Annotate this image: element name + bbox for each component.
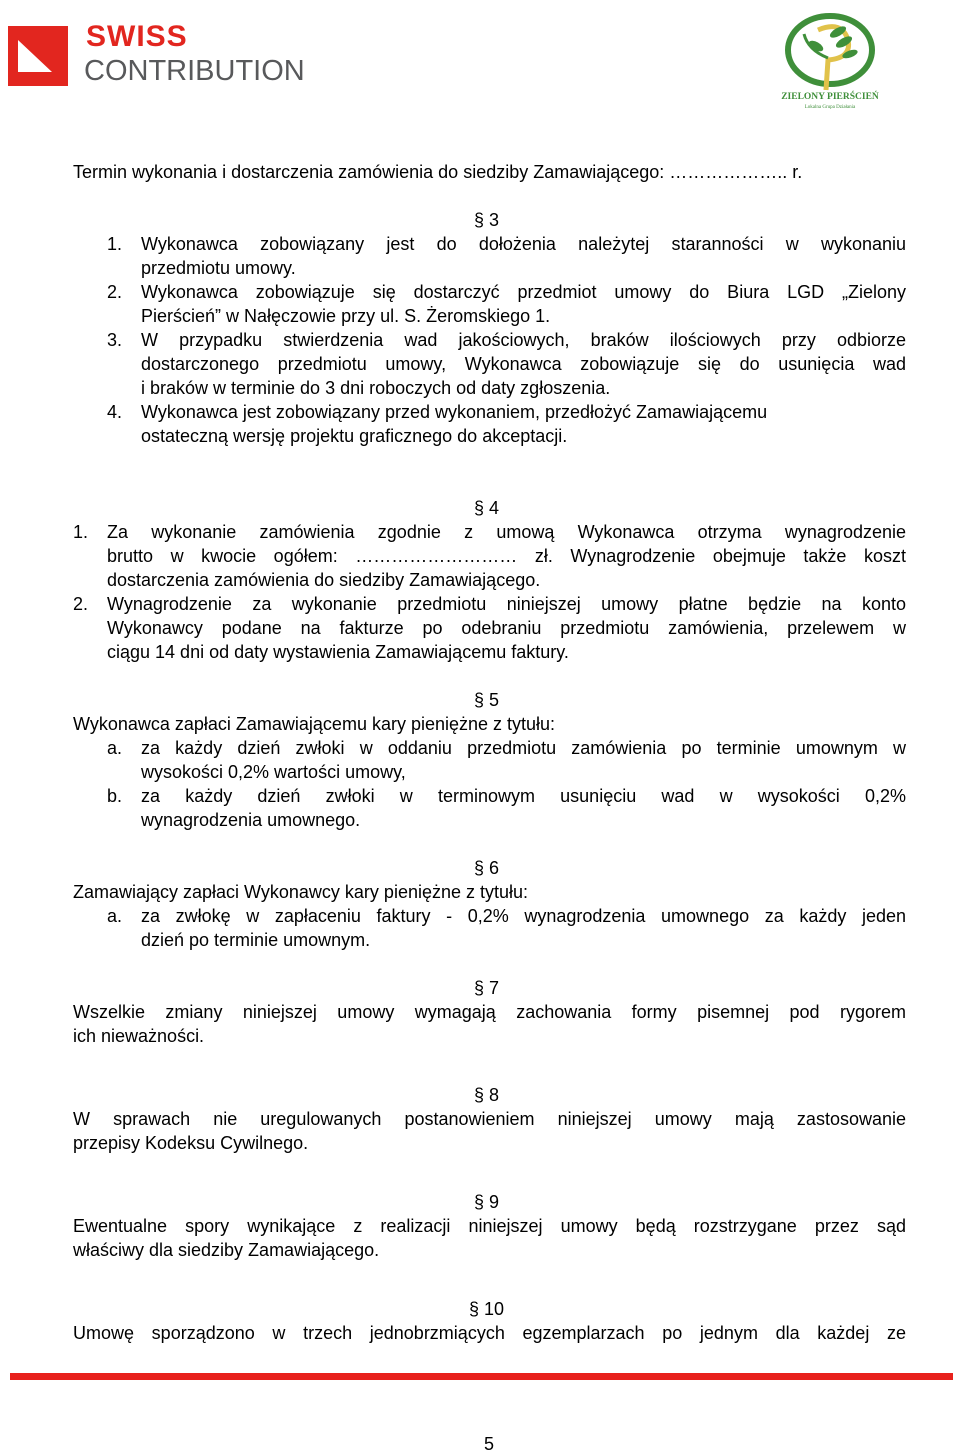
- logo-line-1: SWISS: [86, 20, 188, 53]
- list-item-number: b.: [107, 786, 123, 806]
- list-item-line: brutto w kwocie ogółem: ……………………… zł. Wynagrodzenie obejmuje także koszt: [107, 546, 906, 566]
- list-item-line: W przypadku stwierdzenia wad jakościowych, braków ilościowych przy odbiorze: [141, 330, 906, 350]
- list-item-number: 1.: [73, 522, 89, 542]
- list-item-line: dostarczonego przedmiotu umowy, Wykonawca zobowiązuje się do usunięcia wad: [141, 354, 906, 374]
- paragraph-line: właściwy dla siedziby Zamawiającego.: [73, 1240, 380, 1260]
- list-item-line: wynagrodzenia umownego.: [141, 810, 361, 830]
- list-item-line: ostateczną wersję projektu graficznego do akceptacji.: [141, 426, 568, 446]
- paragraph-line: Umowę sporządzono w trzech jednobrzmiących egzemplarzach po jednym dla każdej ze: [73, 1323, 906, 1343]
- list-item-line: za każdy dzień zwłoki w oddaniu przedmiotu zamówienia po terminie umownym w: [141, 738, 906, 758]
- list-item-line: dostarczenia zamówienia do siedziby Zamawiającego.: [107, 570, 541, 590]
- list-item-number: 1.: [107, 234, 123, 254]
- list-item-line: Wykonawca zobowiązuje się dostarczyć przedmiot umowy do Biura LGD „Zielony: [141, 282, 906, 302]
- list-item-line: Pierścień” w Nałęczowie przy ul. S. Żeromskiego 1.: [141, 306, 551, 326]
- section-3-heading: § 3: [474, 210, 500, 230]
- list-item-line: Wykonawcy podane na fakturze po odebraniu przedmiotu zamówienia, przelewem w: [107, 618, 906, 638]
- delivery-deadline: Termin wykonania i dostarczenia zamówienia do siedziby Zamawiającego: ……………….. r.: [73, 162, 803, 182]
- section-5-intro: Wykonawca zapłaci Zamawiającemu kary pieniężne z tytułu:: [73, 714, 556, 734]
- section-4-heading: § 4: [474, 498, 500, 518]
- section-10-heading: § 10: [469, 1299, 505, 1319]
- list-item-line: za każdy dzień zwłoki w terminowym usunięciu wad w wysokości 0,2%: [141, 786, 906, 806]
- list-item-number: 4.: [107, 402, 123, 422]
- lgd-subtitle: Lokalna Grupa Działania: [804, 105, 856, 110]
- page-number: 5: [483, 1434, 494, 1454]
- paragraph-line: przepisy Kodeksu Cywilnego.: [73, 1133, 309, 1153]
- section-6-intro: Zamawiający zapłaci Wykonawcy kary pieniężne z tytułu:: [73, 882, 529, 902]
- list-item-line: wysokości 0,2% wartości umowy,: [141, 762, 406, 782]
- list-item-line: za zwłokę w zapłaceniu faktury - 0,2% wynagrodzenia umownego za każdy jeden: [141, 906, 906, 926]
- paragraph-line: ich nieważności.: [73, 1026, 205, 1046]
- lgd-name: ZIELONY PIERŚCIEŃ: [781, 92, 879, 102]
- list-item-line: Wynagrodzenie za wykonanie przedmiotu niniejszej umowy płatne będzie na konto: [107, 594, 906, 614]
- list-item-line: ciągu 14 dni od daty wystawienia Zamawiającemu faktury.: [107, 642, 569, 662]
- list-item-number: 2.: [107, 282, 123, 302]
- footer-divider: [10, 1373, 953, 1380]
- lgd-emblem-icon: [778, 10, 882, 92]
- paragraph-line: W sprawach nie uregulowanych postanowieniem niniejszej umowy mają zastosowanie: [73, 1109, 906, 1129]
- list-item-number: a.: [107, 906, 123, 926]
- section-7-heading: § 7: [474, 978, 500, 998]
- section-6-heading: § 6: [474, 858, 500, 878]
- paragraph-line: Wszelkie zmiany niniejszej umowy wymagają zachowania formy pisemnej pod rygorem: [73, 1002, 906, 1022]
- list-item-number: a.: [107, 738, 123, 758]
- section-8-heading: § 8: [474, 1085, 500, 1105]
- zielony-pierscien-logo: [778, 10, 882, 118]
- list-item-line: i braków w terminie do 3 dni roboczych od daty zgłoszenia.: [141, 378, 611, 398]
- paragraph-line: Ewentualne spory wynikające z realizacji niniejszej umowy będą rozstrzygane przez sąd: [73, 1216, 906, 1236]
- section-9-heading: § 9: [474, 1192, 500, 1212]
- list-item-line: Za wykonanie zamówienia zgodnie z umową Wykonawca otrzyma wynagrodzenie: [107, 522, 906, 542]
- list-item-number: 2.: [73, 594, 89, 614]
- list-item-line: Wykonawca jest zobowiązany przed wykonaniem, przedłożyć Zamawiającemu: [141, 402, 768, 422]
- list-item-number: 3.: [107, 330, 123, 350]
- list-item-line: Wykonawca zobowiązany jest do dołożenia należytej staranności w wykonaniu: [141, 234, 906, 254]
- swiss-contribution-logo: [8, 22, 308, 92]
- swiss-flag-icon: [8, 26, 68, 86]
- list-item-line: dzień po terminie umownym.: [141, 930, 371, 950]
- section-5-heading: § 5: [474, 690, 500, 710]
- list-item-line: przedmiotu umowy.: [141, 258, 296, 278]
- logo-line-2: CONTRIBUTION: [84, 55, 305, 87]
